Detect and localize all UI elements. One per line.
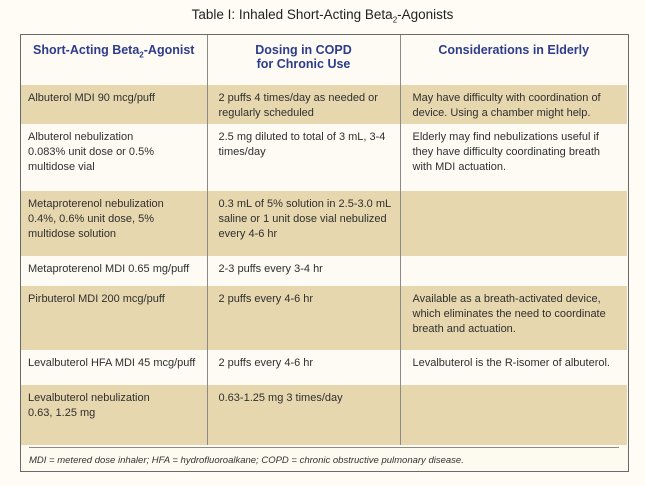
dosing-cell: 0.3 mL of 5% solution in 2.5-3.0 mL saline or 1 unit dose vial nebulized every 4-6 hr <box>207 191 400 256</box>
agent-cell: Albuterol nebulization 0.083% unit dose or 0.5% multidose vial <box>21 124 207 191</box>
agent-cell: Levalbuterol HFA MDI 45 mcg/puff <box>21 350 207 385</box>
table-row <box>21 191 627 256</box>
table-row <box>21 85 627 124</box>
agent-cell: Albuterol MDI 90 mcg/puff <box>21 85 207 124</box>
header-dosing: Dosing in COPD for Chronic Use <box>207 35 400 85</box>
table-row <box>21 350 627 385</box>
considerations-cell: Available as a breath-activated device, which eliminates the need to coordinate breath and actuation. <box>400 286 627 350</box>
table-frame <box>20 34 629 472</box>
considerations-cell <box>400 191 627 256</box>
considerations-cell: Levalbuterol is the R-isomer of albuterol. <box>400 350 627 385</box>
header-agent: Short-Acting Beta$_2$-Agonist <box>21 35 207 85</box>
considerations-cell: May have difficulty with coordination of device. Using a chamber might help. <box>400 85 627 124</box>
considerations-cell: Elderly may find nebulizations useful if they have difficulty coordinating breath with MDI actuation. <box>400 124 627 191</box>
header-considerations: Considerations in Elderly <box>400 35 627 85</box>
table-row <box>21 256 627 286</box>
table-row <box>21 124 627 191</box>
dosing-cell: 2.5 mg diluted to total of 3 mL, 3-4 times/day <box>207 124 400 191</box>
agent-cell: Levalbuterol nebulization 0.63, 1.25 mg <box>21 385 207 445</box>
dosing-cell: 2 puffs every 4-6 hr <box>207 286 400 350</box>
dosing-cell: 0.63-1.25 mg 3 times/day <box>207 385 400 445</box>
table-row <box>21 286 627 350</box>
agent-cell: Pirbuterol MDI 200 mcg/puff <box>21 286 207 350</box>
agent-cell: Metaproterenol nebulization 0.4%, 0.6% unit dose, 5% multidose solution <box>21 191 207 256</box>
agent-cell: Metaproterenol MDI 0.65 mg/puff <box>21 256 207 286</box>
beta-agonist-table <box>21 35 627 445</box>
dosing-cell: 2-3 puffs every 3-4 hr <box>207 256 400 286</box>
dosing-cell: 2 puffs 4 times/day as needed or regularly scheduled <box>207 85 400 124</box>
considerations-cell <box>400 385 627 445</box>
considerations-cell <box>400 256 627 286</box>
dosing-cell: 2 puffs every 4-6 hr <box>207 350 400 385</box>
footnote: MDI = metered dose inhaler; HFA = hydrofluoroalkane; COPD = chronic obstructive pulmonary disease. <box>29 447 619 466</box>
table-row <box>21 385 627 445</box>
table-title: Table I: Inhaled Short-Acting Beta$_2$-Agonists <box>191 7 454 25</box>
